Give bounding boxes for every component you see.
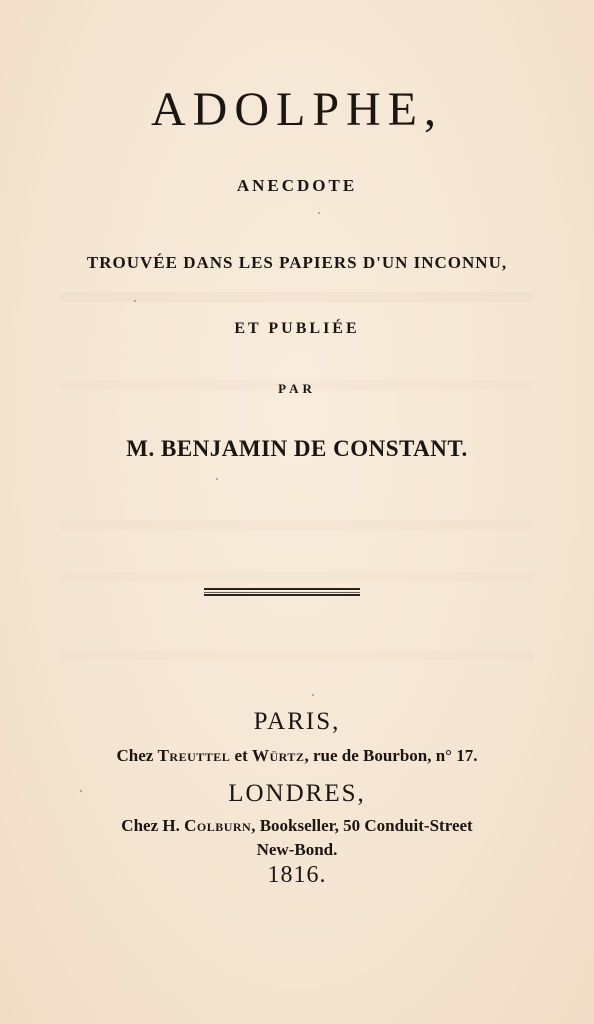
- publisher-address-london: , Bookseller, 50 Conduit-Street: [251, 816, 473, 835]
- publisher-name-colburn: Colburn: [184, 816, 252, 835]
- paper-speck: [134, 300, 136, 302]
- bleed-through-mark: [60, 650, 534, 660]
- imprint-publisher-london: [0, 816, 594, 836]
- book-subtitle: ANECDOTE: [236, 176, 358, 195]
- publisher-et: et: [230, 746, 253, 765]
- publisher-chez: Chez H.: [121, 816, 185, 835]
- published-line: ET PUBLIÉE: [234, 320, 360, 337]
- author-name: M. BENJAMIN DE CONSTANT.: [126, 436, 468, 461]
- bleed-through-mark: [60, 520, 534, 530]
- imprint-city-londres: LONDRES,: [228, 780, 366, 807]
- publisher-address-paris: , rue de Bourbon, n° 17.: [304, 746, 478, 765]
- book-title: ADOLPHE,: [151, 83, 443, 136]
- publication-year: 1816.: [267, 862, 327, 888]
- publisher-name-treuttel: Treuttel: [157, 746, 231, 765]
- paper-speck: [80, 790, 82, 792]
- imprint-publisher-paris: [0, 746, 594, 766]
- paper-speck: [216, 478, 218, 480]
- publisher-chez: Chez: [116, 746, 158, 765]
- by-line: PAR: [278, 381, 316, 396]
- bleed-through-mark: [60, 292, 534, 302]
- imprint-city-paris: PARIS,: [253, 708, 341, 735]
- ornamental-rule: [204, 588, 360, 596]
- found-line: TROUVÉE DANS LES PAPIERS D'UN INCONNU,: [86, 253, 508, 272]
- imprint-street: New-Bond.: [256, 840, 338, 859]
- paper-speck: [312, 694, 314, 696]
- publisher-name-wurtz: Würtz: [252, 746, 305, 765]
- bleed-through-mark: [60, 572, 534, 582]
- paper-speck: [318, 212, 320, 214]
